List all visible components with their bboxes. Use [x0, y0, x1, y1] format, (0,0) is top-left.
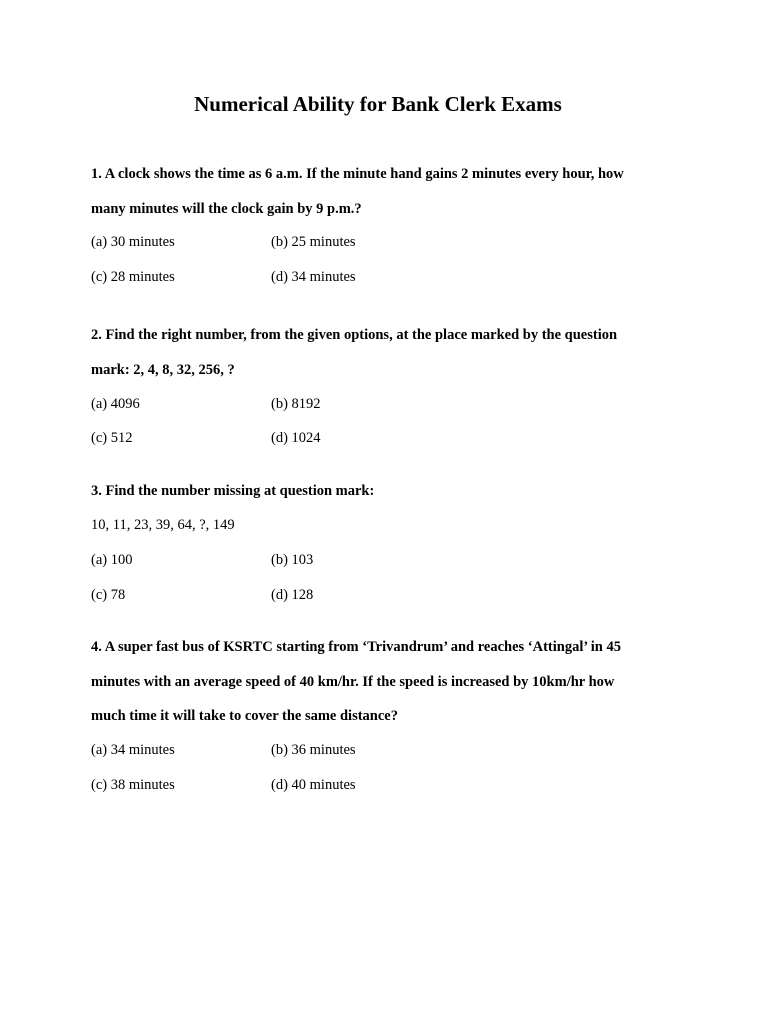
- question-1-option-a: (a) 30 minutes: [91, 234, 175, 250]
- question-4-text-line-3: much time it will take to cover the same distance?: [91, 708, 398, 724]
- question-2-option-b: (b) 8192: [271, 396, 321, 412]
- question-3-series: 10, 11, 23, 39, 64, ?, 149: [91, 517, 235, 533]
- question-4-option-c: (c) 38 minutes: [91, 777, 175, 793]
- question-1-text-line-2: many minutes will the clock gain by 9 p.m.?: [91, 201, 362, 217]
- question-4-text-line-2: minutes with an average speed of 40 km/hr. If the speed is increased by 10km/hr how: [91, 674, 615, 690]
- question-4-text-line-1: 4. A super fast bus of KSRTC starting from ‘Trivandrum’ and reaches ‘Attingal’ in 45: [91, 639, 621, 655]
- question-4-option-a: (a) 34 minutes: [91, 742, 175, 758]
- question-1-option-c: (c) 28 minutes: [91, 269, 175, 285]
- question-3-text-line-1: 3. Find the number missing at question mark:: [91, 483, 375, 499]
- question-4-option-d: (d) 40 minutes: [271, 777, 356, 793]
- question-1-option-b: (b) 25 minutes: [271, 234, 356, 250]
- question-2-option-a: (a) 4096: [91, 396, 140, 412]
- question-2-text-line-1: 2. Find the right number, from the given options, at the place marked by the question: [91, 327, 618, 343]
- page-title: Numerical Ability for Bank Clerk Exams: [194, 92, 562, 116]
- question-3-option-b: (b) 103: [271, 552, 314, 568]
- question-3-option-d: (d) 128: [271, 587, 314, 603]
- question-3-option-a: (a) 100: [91, 552, 133, 568]
- question-1-text-line-1: 1. A clock shows the time as 6 a.m. If the minute hand gains 2 minutes every hour, how: [91, 166, 624, 182]
- question-2-option-c: (c) 512: [91, 430, 133, 446]
- question-2-option-d: (d) 1024: [271, 430, 321, 446]
- question-2-text-line-2: mark: 2, 4, 8, 32, 256, ?: [91, 362, 235, 378]
- question-3-option-c: (c) 78: [91, 587, 126, 603]
- question-4-option-b: (b) 36 minutes: [271, 742, 356, 758]
- question-1-option-d: (d) 34 minutes: [271, 269, 356, 285]
